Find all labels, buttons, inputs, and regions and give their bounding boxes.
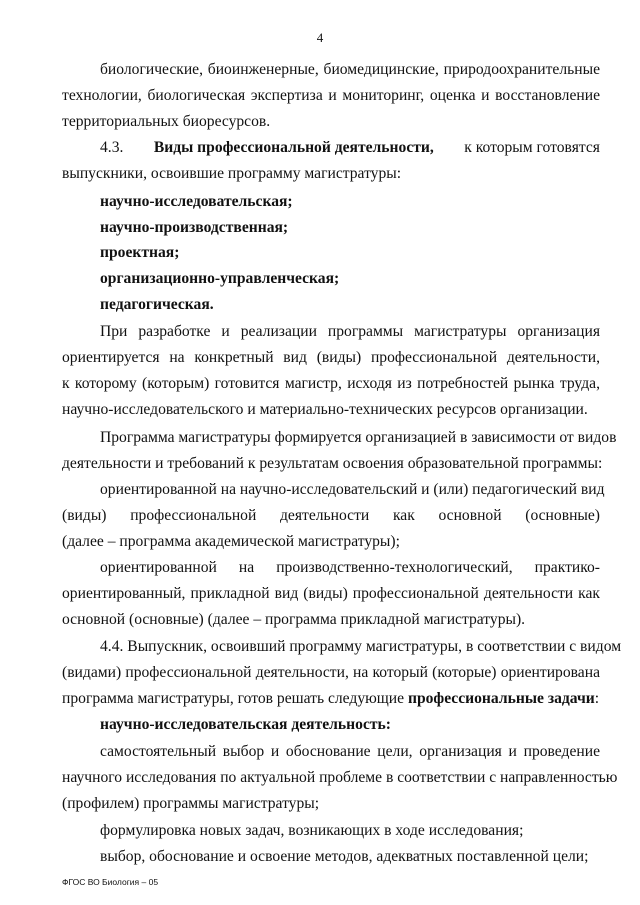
text-line: формулировка новых задач, возникающих в ходе исследования; xyxy=(100,822,524,839)
activity-item: педагогическая. xyxy=(100,296,214,313)
text-line: Программа магистратуры формируется организацией в зависимости от видов xyxy=(100,429,617,446)
professional-tasks-term: профессиональные задачи xyxy=(407,690,595,707)
text-line: ориентируется на конкретный вид (виды) профессиональной деятельности, xyxy=(62,349,600,366)
text-line: выбор, обоснование и освоение методов, адекватных поставленной цели; xyxy=(100,848,589,865)
text-run: программа магистратуры, готов решать следующие xyxy=(62,690,408,707)
text-line: (профилем) программы магистратуры; xyxy=(62,795,320,812)
text-line: самостоятельный выбор и обоснование цели, организация и проведение xyxy=(100,743,600,760)
text-line: ориентированной на производственно-технологический, практико- xyxy=(100,559,600,576)
text-line: (видами) профессиональной деятельности, на который (которые) ориентирована xyxy=(62,664,600,681)
text-line: выпускники, освоившие программу магистратуры: xyxy=(62,165,402,182)
text-line: 4.4. Выпускник, освоивший программу магистратуры, в соответствии с видом xyxy=(100,638,622,655)
research-activity-heading: научно-исследовательская деятельность: xyxy=(100,716,391,733)
text-run: : xyxy=(594,690,600,707)
section-bold-title: Виды профессиональной деятельности, xyxy=(153,139,434,156)
activity-item: научно-производственная; xyxy=(100,219,289,236)
text-line: к которому (которым) готовится магистр, исходя из потребностей рынка труда, xyxy=(62,375,600,392)
activity-item: научно-исследовательская; xyxy=(100,193,293,210)
section-4-3-line xyxy=(100,138,600,158)
section-title-rest: к которым готовятся xyxy=(464,139,600,156)
text-line: научно-исследовательского и материально-технических ресурсов организации. xyxy=(62,401,588,418)
text-line: научного исследования по актуальной проблеме в соответствии с направленностью xyxy=(62,769,618,786)
text-line: территориальных биоресурсов. xyxy=(62,113,271,130)
text-line: При разработке и реализации программы магистратуры организация xyxy=(100,323,600,340)
text-line: основной (основные) (далее – программа прикладной магистратуры). xyxy=(62,611,526,628)
activity-item: проектная; xyxy=(100,244,180,261)
text-line xyxy=(62,689,600,709)
text-line: ориентированной на научно-исследовательский и (или) педагогический вид xyxy=(100,481,605,498)
text-line: технологии, биологическая экспертиза и мониторинг, оценка и восстановление xyxy=(62,87,600,104)
page-number: 4 xyxy=(316,30,324,45)
section-number: 4.3. xyxy=(100,139,124,156)
footer-label: ФГОС ВО Биология – 05 xyxy=(62,877,159,887)
text-line: (далее – программа академической магистратуры); xyxy=(62,533,400,550)
text-line: ориентированный, прикладной вид (виды) профессиональной деятельности как xyxy=(62,585,600,602)
text-line: (виды) профессиональной деятельности как основной (основные) xyxy=(62,507,600,524)
text-line: деятельности и требований к результатам освоения образовательной программы: xyxy=(62,455,603,472)
activity-item: организационно-управленческая; xyxy=(100,270,340,287)
text-line: биологические, биоинженерные, биомедицинские, природоохранительные xyxy=(100,61,600,78)
